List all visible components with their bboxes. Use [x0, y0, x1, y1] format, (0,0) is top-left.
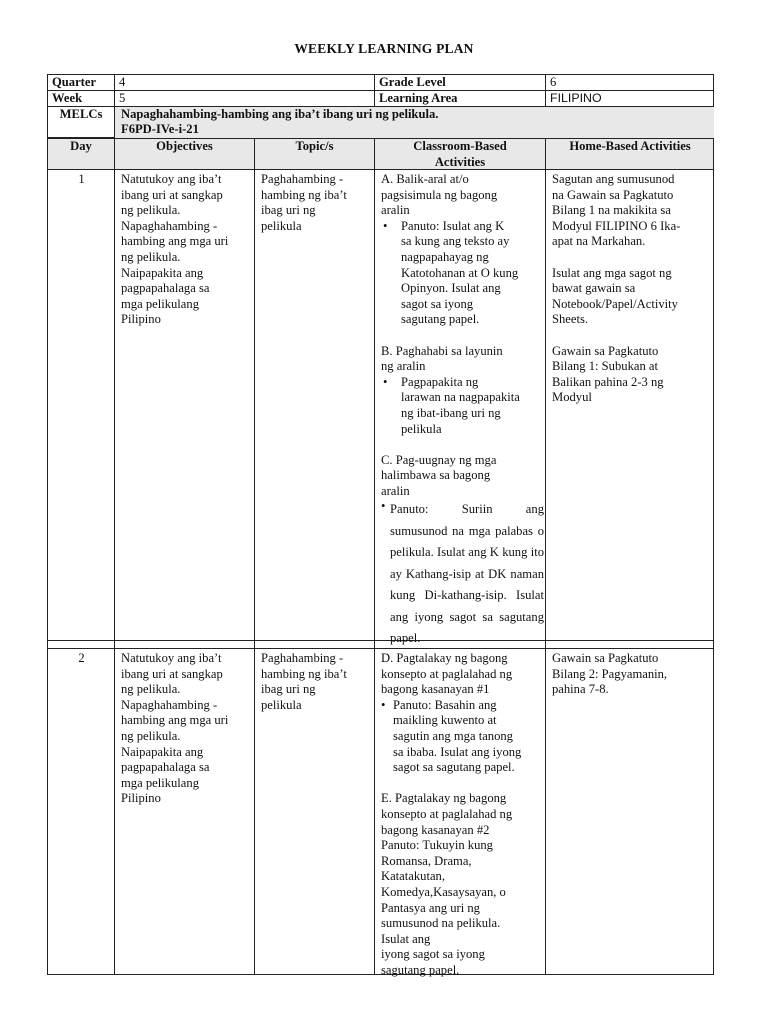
topics-line: Paghahambing - — [261, 651, 344, 665]
topics-line: ibag uri ng — [261, 682, 316, 697]
bullet-icon: • — [381, 499, 386, 514]
row1-objectives — [115, 170, 254, 328]
learning-area-value: FILIPINO — [550, 91, 602, 105]
objectives-line: ng pelikula. — [121, 203, 181, 218]
home-line: Notebook/Papel/Activity — [552, 296, 678, 311]
bullet-line: sa ibaba. Isulat ang iyong — [393, 744, 522, 759]
activity-e-line: Komedya,Kasaysayan, o — [381, 884, 506, 899]
activity-c-heading: aralin — [381, 483, 410, 498]
objectives-line: Napaghahambing - — [121, 218, 218, 233]
grade-level-value: 6 — [550, 75, 557, 89]
topics-line: pelikula — [261, 697, 302, 712]
home-line: Sagutan ang sumusunod — [552, 172, 675, 186]
activity-d-heading: konsepto at paglalahad ng — [381, 666, 513, 681]
grade-level-label: Grade Level — [379, 75, 446, 89]
activity-d-heading: D. Pagtalakay ng bagong — [381, 651, 508, 665]
objectives-line: Pilipino — [121, 791, 161, 806]
home-line: Modyul FILIPINO 6 Ika- — [552, 218, 681, 233]
topics-line: Paghahambing - — [261, 172, 344, 186]
row2-topics — [255, 649, 374, 713]
home-line: Sheets. — [552, 312, 589, 327]
activity-e-line: sumusunod na pelikula. — [381, 916, 501, 931]
objectives-line: Napaghahambing - — [121, 697, 218, 712]
bullet-line: Panuto: Isulat ang K — [401, 218, 505, 233]
bullet-icon: • — [383, 374, 388, 389]
objectives-line: ibang uri at sangkap — [121, 187, 223, 202]
activity-c-heading: C. Pag-uugnay ng mga — [381, 452, 497, 467]
melcs-text-line1: Napaghahambing-hambing ang iba’t ibang uri ng pelikula. — [121, 107, 439, 121]
activity-e-heading: E. Pagtalakay ng bagong — [381, 791, 507, 806]
topics-line: pelikula — [261, 218, 302, 233]
bullet-icon: • — [383, 218, 388, 233]
row1-home-activities — [546, 170, 714, 406]
activity-b-heading: B. Paghahabi sa layunin — [381, 343, 503, 358]
col-divider-2 — [254, 138, 255, 975]
row2-day: 2 — [78, 651, 85, 665]
activity-d-bullet — [381, 698, 540, 776]
home-line: Modyul — [552, 390, 592, 405]
topics-line: hambing ng iba’t — [261, 187, 347, 202]
header-topics: Topic/s — [295, 139, 334, 153]
quarter-label: Quarter — [52, 75, 97, 89]
objectives-line: ng pelikula. — [121, 249, 181, 264]
activity-a-heading: aralin — [381, 203, 410, 218]
bullet-line: sagot sa iyong — [401, 296, 474, 311]
week-label: Week — [52, 91, 83, 105]
bullet-line: sagutin ang mga tanong — [393, 728, 513, 743]
bullet-line: Pagpapakita ng — [401, 374, 479, 389]
header-classroom-activities: Classroom-Based Activities — [413, 139, 507, 169]
objectives-line: ng pelikula. — [121, 682, 181, 697]
row2-objectives — [115, 649, 254, 807]
bullet-line: sagutang papel. — [401, 312, 480, 327]
bullet-line: sagot sa sagutang papel. — [393, 760, 515, 775]
objectives-line: pagpapahalaga sa — [121, 281, 210, 296]
bullet-line: larawan na nagpapakita — [401, 390, 520, 405]
objectives-line: mga pelikulang — [121, 775, 199, 790]
activity-c-heading: halimbawa sa bagong — [381, 468, 491, 483]
objectives-line: Natutukoy ang iba’t — [121, 651, 222, 665]
bullet-line: nagpapahayag ng — [401, 249, 489, 264]
row2-classroom-activities — [375, 649, 545, 978]
home-line: pahina 7-8. — [552, 682, 609, 697]
activity-e-line: Isulat ang — [381, 931, 431, 946]
activity-d-heading: bagong kasanayan #1 — [381, 682, 490, 697]
activity-a-heading: A. Balik-aral at/o — [381, 172, 469, 186]
home-line: Gawain sa Pagkatuto — [552, 651, 659, 665]
activity-a-heading: pagsisimula ng bagong — [381, 187, 498, 202]
topics-line: ibag uri ng — [261, 203, 316, 218]
bullet-line: Katotohanan at O kung — [401, 265, 519, 280]
melcs-label: MELCs — [59, 107, 103, 121]
objectives-line: mga pelikulang — [121, 296, 199, 311]
home-line: Isulat ang mga sagot ng — [552, 265, 672, 280]
objectives-line: Pilipino — [121, 312, 161, 327]
row1-classroom-activities — [375, 170, 545, 650]
objectives-line: ibang uri at sangkap — [121, 666, 223, 681]
activity-b-heading: ng aralin — [381, 359, 426, 374]
row2-home-activities — [546, 649, 714, 698]
bullet-icon: • — [381, 697, 386, 712]
activity-e-line: Panuto: Tukuyin kung — [381, 838, 493, 853]
activity-e-heading: bagong kasanayan #2 — [381, 822, 490, 837]
header-home-activities: Home-Based Activities — [569, 139, 691, 153]
header-objectives: Objectives — [156, 139, 213, 153]
home-line: Balikan pahina 2-3 ng — [552, 374, 664, 389]
bullet-paragraph: Panuto: Suriin ang sumusunod na mga palabas o pelikula. Isulat ang K kung ito ay Kathang-isip at DK naman kung Di-kathang-isip. Isulat ang iyong sagot sa sagutang papel. — [390, 502, 544, 646]
home-line: Gawain sa Pagkatuto — [552, 343, 659, 358]
row1-topics — [255, 170, 374, 234]
document-title: WEEKLY LEARNING PLAN — [294, 41, 474, 56]
objectives-line: ng pelikula. — [121, 728, 181, 743]
objectives-line: Natutukoy ang iba’t — [121, 172, 222, 186]
objectives-line: pagpapahalaga sa — [121, 760, 210, 775]
activity-e-heading: konsepto at paglalahad ng — [381, 806, 513, 821]
activity-e-line: Katatakutan, — [381, 869, 445, 884]
bullet-line: Opinyon. Isulat ang — [401, 281, 501, 296]
learning-area-label: Learning Area — [379, 91, 458, 105]
header-day: Day — [70, 139, 92, 153]
activity-a-bullet — [381, 219, 540, 328]
home-line: Bilang 2: Pagyamanin, — [552, 666, 668, 681]
objectives-line: Naipapakita ang — [121, 265, 204, 280]
bullet-line: Panuto: Basahin ang — [393, 697, 497, 712]
activity-e-line: Romansa, Drama, — [381, 853, 472, 868]
activity-b-bullet — [381, 375, 540, 437]
home-line: bawat gawain sa — [552, 281, 636, 296]
activity-e-line: iyong sagot sa iyong — [381, 947, 485, 962]
melcs-code: F6PD-IVe-i-21 — [121, 122, 199, 136]
objectives-line: hambing ang mga uri — [121, 713, 229, 728]
home-line: na Gawain sa Pagkatuto — [552, 187, 674, 202]
activity-e-line: Pantasya ang uri ng — [381, 900, 480, 915]
quarter-value: 4 — [119, 75, 126, 89]
bullet-line: ng ibat-ibang uri ng — [401, 405, 501, 420]
activity-c-bullet — [381, 499, 544, 650]
home-line: Bilang 1: Subukan at — [552, 359, 658, 374]
objectives-line: hambing ang mga uri — [121, 234, 229, 249]
home-line: Bilang 1 na makikita sa — [552, 203, 671, 218]
activity-e-line: sagutang papel. — [381, 962, 460, 977]
objectives-line: Naipapakita ang — [121, 744, 204, 759]
row1-day: 1 — [78, 172, 85, 186]
topics-line: hambing ng iba’t — [261, 666, 347, 681]
bullet-line: maikling kuwento at — [393, 713, 497, 728]
bullet-line: pelikula — [401, 421, 442, 436]
bullet-line: sa kung ang teksto ay — [401, 234, 510, 249]
home-line: apat na Markahan. — [552, 234, 646, 249]
week-value: 5 — [119, 91, 126, 105]
